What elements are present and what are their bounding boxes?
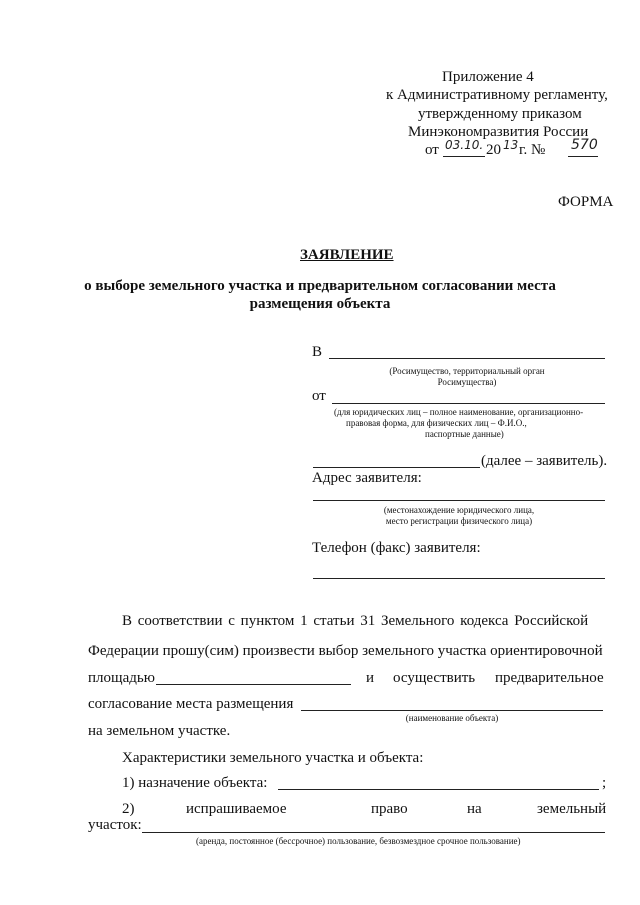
approval-number-handwritten: 570: [571, 137, 598, 153]
item-2-word-1: испрашиваемое: [186, 801, 287, 817]
subtitle-line-2: размещения объекта: [249, 296, 391, 312]
approval-year-handwritten: 13: [503, 138, 519, 152]
object-hint: (наименование объекта): [405, 713, 499, 723]
placement-label: согласование места размещения: [88, 696, 294, 712]
item-2-hint: (аренда, постоянное (бессрочное) пользование, безвозмездное срочное пользование): [196, 836, 521, 846]
from-hint-line-3: паспортные данные): [425, 429, 504, 439]
characteristics-heading: Характеристики земельного участка и объекта:: [122, 750, 424, 766]
item-2-field-line[interactable]: [142, 832, 605, 833]
approval-number-line: [568, 156, 598, 157]
body-para-line-1: В соответствии с пунктом 1 статьи 31 Земельного кодекса Российской: [122, 613, 589, 629]
item-2-word-4: земельный: [537, 801, 607, 817]
prelim-word: предварительное: [495, 670, 604, 686]
approval-line-4: Минэкономразвития России: [408, 124, 589, 140]
from-field-line[interactable]: [332, 403, 605, 404]
object-field-line[interactable]: [301, 710, 603, 711]
item-2-cont: участок:: [88, 817, 142, 833]
phone-label: Телефон (факс) заявителя:: [312, 540, 481, 556]
address-hint-line-1: (местонахождение юридического лица,: [383, 505, 535, 515]
from-hint-line-2: правовая форма, для физических лиц – Ф.И.О.,: [346, 418, 527, 428]
approval-date-line: [443, 156, 485, 157]
address-label: Адрес заявителя:: [312, 470, 422, 486]
to-field-line[interactable]: [329, 358, 605, 359]
page-title: ЗАЯВЛЕНИЕ: [300, 247, 394, 263]
applicant-suffix: (далее – заявитель).: [481, 453, 608, 469]
form-label: ФОРМА: [558, 194, 614, 210]
area-label: площадью: [88, 670, 155, 686]
approval-line-1: Приложение 4: [442, 69, 534, 85]
implement-word: осуществить: [393, 670, 476, 686]
approval-from-label: от: [425, 142, 439, 158]
approval-line-2: к Административному регламенту,: [386, 87, 608, 103]
area-field-line[interactable]: [156, 684, 351, 685]
item-2-word-3: на: [467, 801, 482, 817]
item-2-num: 2): [122, 801, 135, 817]
on-plot-text: на земельном участке.: [88, 723, 231, 739]
item-2-word-2: право: [371, 801, 408, 817]
to-label: В: [312, 344, 323, 360]
item-1-field-line[interactable]: [278, 789, 599, 790]
subtitle-line-1: о выборе земельного участка и предварительном согласовании места: [84, 278, 556, 294]
approval-line-3: утвержденному приказом: [418, 106, 582, 122]
address-hint-line-2: место регистрации физического лица): [385, 516, 533, 526]
item-1-label: 1) назначение объекта:: [122, 775, 268, 791]
approval-date-handwritten: 03.10.: [445, 138, 484, 152]
approval-year-prefix: 20: [486, 142, 501, 158]
from-hint-line-1: (для юридических лиц – полное наименование, организационно-: [334, 407, 584, 417]
body-para-line-2: Федерации прошу(сим) произвести выбор земельного участка ориентировочной: [88, 643, 603, 659]
and-word: и: [366, 670, 375, 686]
phone-field-line[interactable]: [313, 578, 605, 579]
address-field-line[interactable]: [313, 500, 605, 501]
applicant-field-line[interactable]: [313, 467, 480, 468]
item-1-end: ;: [602, 775, 607, 791]
to-hint-line-1: (Росимущество, территориальный орган: [389, 366, 545, 376]
from-label: от: [312, 388, 326, 404]
to-hint-line-2: Росимущества): [437, 377, 497, 387]
approval-year-unit: г. №: [519, 142, 546, 158]
